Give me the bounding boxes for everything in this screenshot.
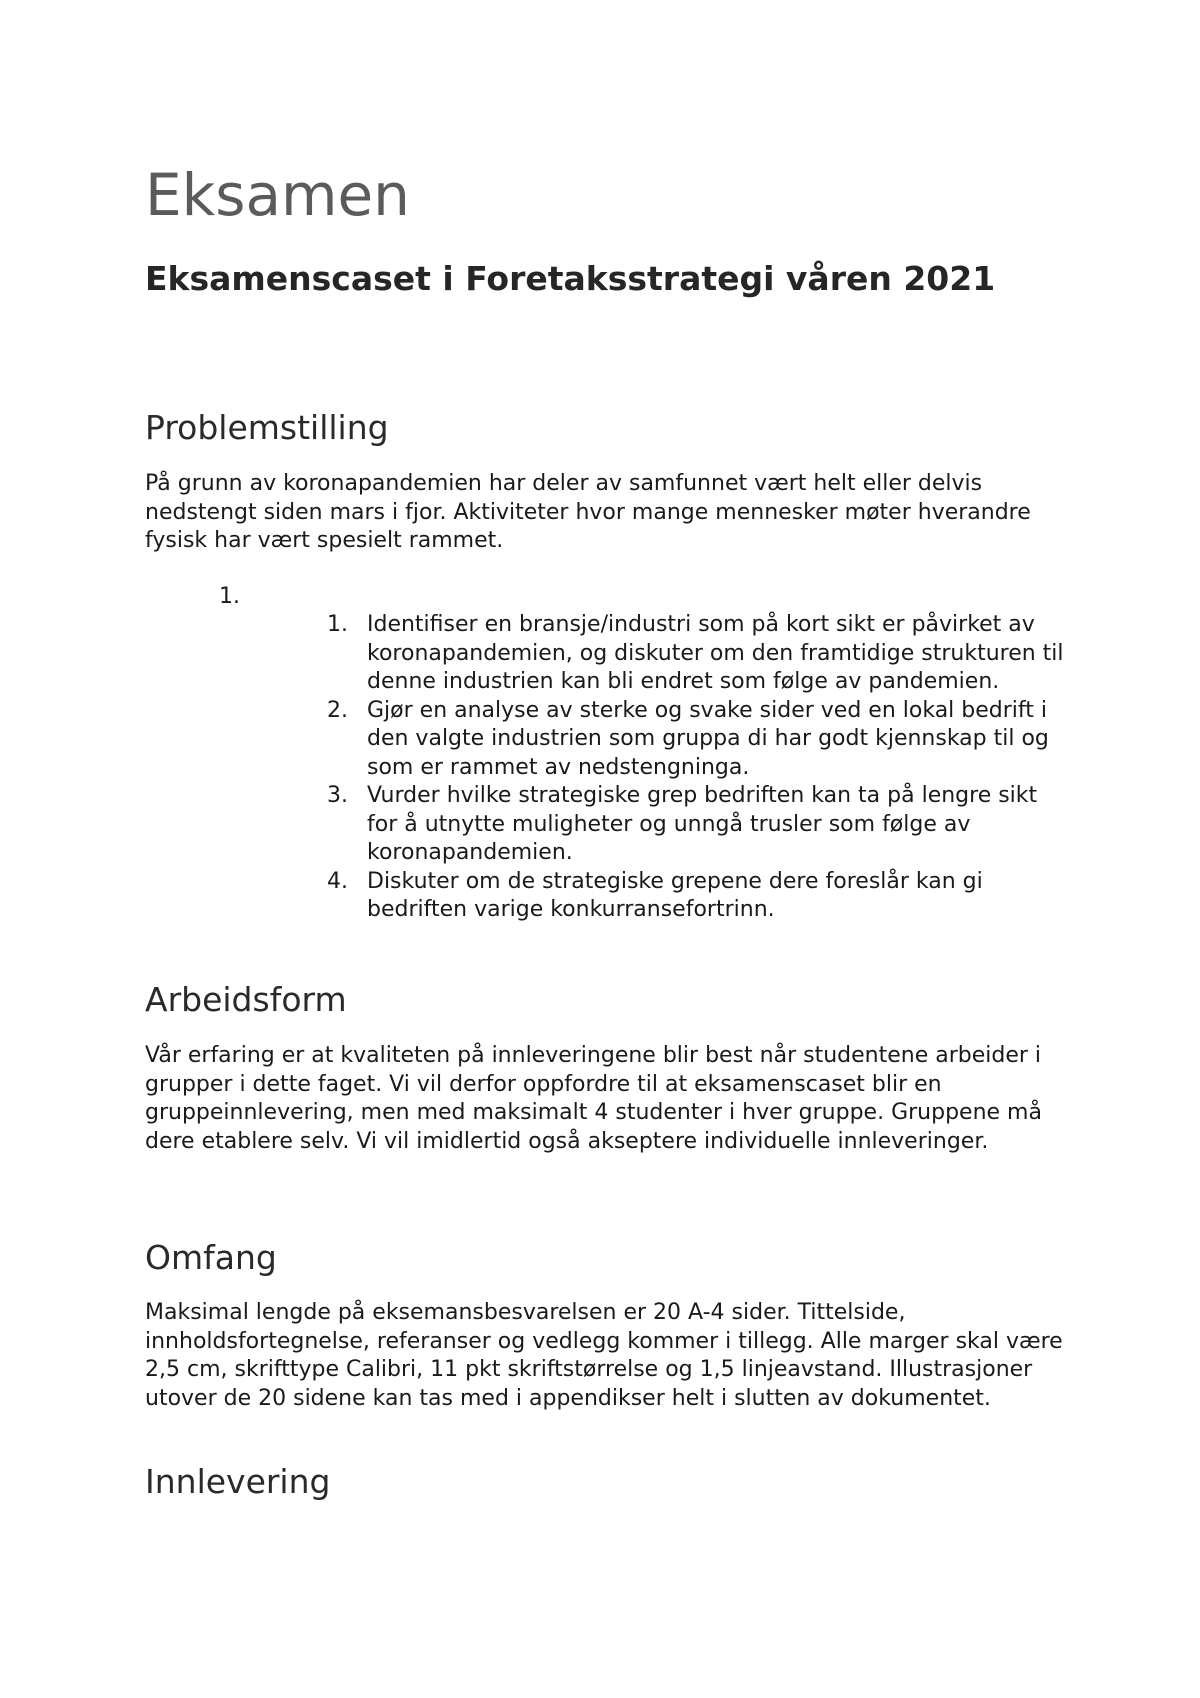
heading-arbeidsform: Arbeidsform	[145, 980, 347, 1019]
list-item-text: Gjør en analyse av sterke og svake sider ved en lokal bedrift i den valgte industrien som gruppa di har godt kjennskap til og som er rammet av nedstengninga.	[367, 697, 1049, 780]
list-item-text: Vurder hvilke strategiske grep bedriften kan ta på lengre sikt for å utnytte muligheter og unngå trusler som følge av koronapandemien.	[367, 783, 1038, 865]
document-title: Eksamen	[145, 161, 410, 229]
omfang-paragraph: Maksimal lengde på eksemansbesvarelsen er 20 A-4 sider. Tittelside, innholdsfortegnelse, referanser og vedlegg kommer i tillegg. Alle marger skal være 2,5 cm, skrifttype Calibri, 11 pkt skriftstørrelse og 1,5 linjeavstand. Illustrasjoner utover de 20 sidene kan tas med i appendikser helt i slutten av dokumentet.	[145, 1300, 1063, 1411]
list-item-number: 3.	[327, 783, 348, 808]
list-item	[327, 782, 1067, 868]
list-item	[327, 868, 1067, 925]
list-item	[327, 697, 1067, 783]
heading-problemstilling: Problemstilling	[145, 408, 389, 447]
task-list	[327, 611, 1067, 925]
list-item-number: 2.	[327, 697, 348, 723]
problemstilling-paragraph: På grunn av koronapandemien har deler av samfunnet vært helt eller delvis nedstengt siden mars i fjor. Aktiviteter hvor mange mennesker møter hverandre fysisk har vært spesielt rammet.	[145, 471, 1031, 553]
list-item-text: Diskuter om de strategiske grepene dere foreslår kan gi bedriften varige konkurransefortrinn.	[367, 868, 983, 922]
outer-list-number: 1.	[219, 584, 240, 609]
heading-omfang: Omfang	[145, 1238, 277, 1277]
list-item	[327, 611, 1067, 697]
list-item-number: 4.	[327, 868, 348, 894]
list-item-text: Identifiser en bransje/industri som på kort sikt er påvirket av koronapandemien, og diskuter om den framtidige strukturen til denne industrien kan bli endret som følge av pandemien.	[367, 612, 1064, 694]
list-item-number: 1.	[327, 612, 348, 637]
heading-innlevering: Innlevering	[145, 1462, 331, 1501]
arbeidsform-paragraph: Vår erfaring er at kvaliteten på innleveringene blir best når studentene arbeider i grupper i dette faget. Vi vil derfor oppfordre til at eksamenscaset blir en gruppeinnlevering, men med maksimalt 4 studenter i hver gruppe. Gruppene må dere etablere selv. Vi vil imidlertid også akseptere individuelle innleveringer.	[145, 1043, 1042, 1154]
document-subtitle: Eksamenscaset i Foretaksstrategi våren 2021	[145, 259, 996, 298]
